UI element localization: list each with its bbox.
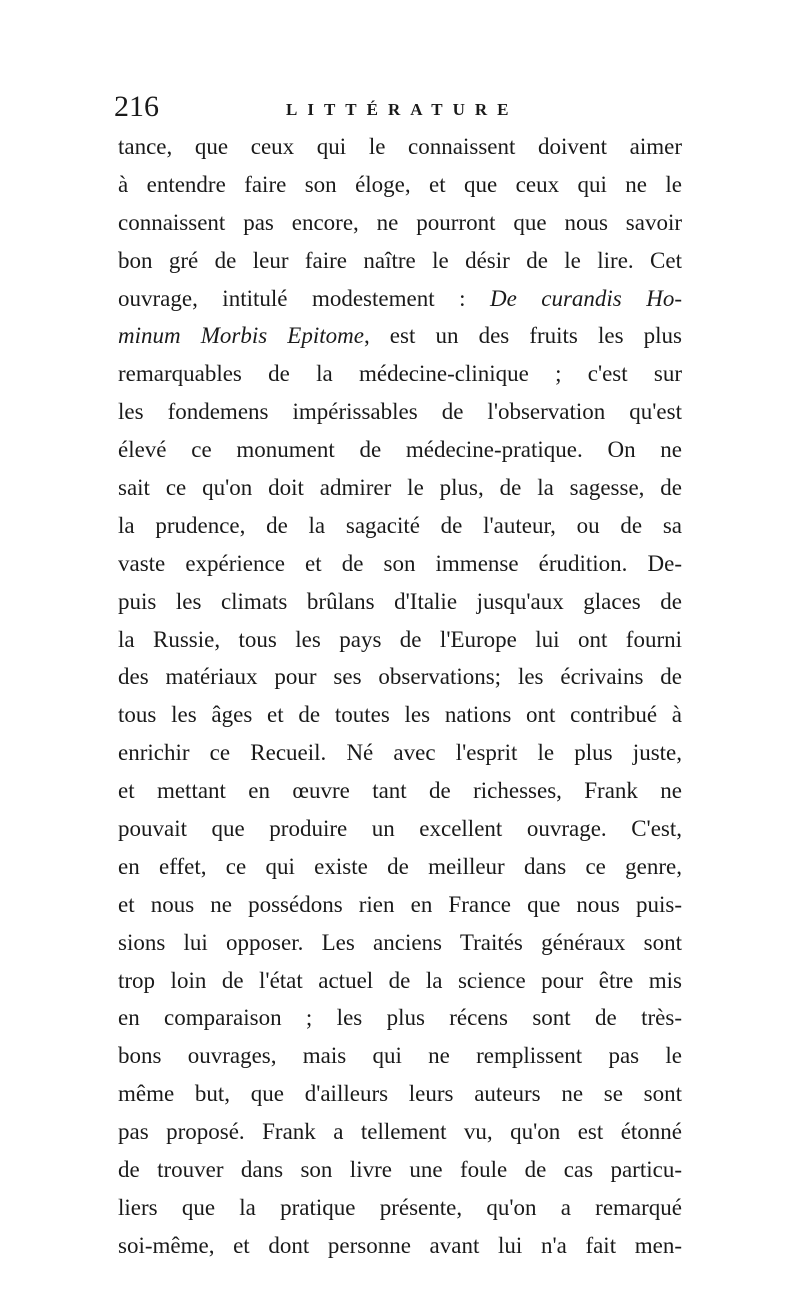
text-line bbox=[118, 1227, 682, 1265]
text-line bbox=[118, 204, 682, 242]
text-segment: enrichir ce Recueil. Né avec l'esprit le plus juste, bbox=[118, 740, 682, 766]
text-segment: les fondemens impérissables de l'observation qu'est bbox=[118, 399, 682, 425]
text-segment: ouvrage, intitulé modestement : bbox=[118, 285, 490, 311]
text-segment: pouvait que produire un excellent ouvrage. C'est, bbox=[118, 816, 682, 842]
text-segment: même but, que d'ailleurs leurs auteurs ne se sont bbox=[118, 1081, 682, 1107]
text-segment: la Russie, tous les pays de l'Europe lui ont fourni bbox=[118, 626, 682, 652]
text-line bbox=[118, 621, 682, 659]
text-segment: la prudence, de la sagacité de l'auteur, ou de sa bbox=[118, 512, 682, 538]
text-line bbox=[118, 507, 682, 545]
text-segment: sions lui opposer. Les anciens Traités généraux sont bbox=[118, 929, 682, 955]
text-line bbox=[118, 166, 682, 204]
text-segment: vaste expérience et de son immense érudition. De- bbox=[118, 550, 682, 576]
text-segment: élevé ce monument de médecine-pratique. On ne bbox=[118, 437, 682, 463]
text-segment: et mettant en œuvre tant de richesses, Frank ne bbox=[118, 778, 682, 804]
text-segment: connaissent pas encore, ne pourront que nous savoir bbox=[118, 209, 682, 235]
text-segment: pas proposé. Frank a tellement vu, qu'on est étonné bbox=[118, 1119, 682, 1145]
text-line bbox=[118, 886, 682, 924]
text-segment: soi-même, et dont personne avant lui n'a fait men- bbox=[118, 1232, 682, 1258]
text-line bbox=[118, 924, 682, 962]
text-line bbox=[118, 658, 682, 696]
page-header bbox=[114, 92, 694, 122]
text-line bbox=[118, 128, 682, 166]
text-line bbox=[118, 962, 682, 1000]
text-line bbox=[118, 696, 682, 734]
text-line bbox=[118, 1189, 682, 1227]
text-segment: tance, que ceux qui le connaissent doivent aimer bbox=[118, 134, 682, 159]
text-segment: tous les âges et de toutes les nations ont contribué à bbox=[118, 702, 682, 728]
text-segment: de trouver dans son livre une foule de cas particu- bbox=[118, 1157, 682, 1183]
text-segment: sait ce qu'on doit admirer le plus, de la sagesse, de bbox=[118, 475, 682, 501]
text-line bbox=[118, 1075, 682, 1113]
text-line bbox=[118, 545, 682, 583]
text-segment: en comparaison ; les plus récens sont de très- bbox=[118, 1005, 682, 1031]
text-line bbox=[118, 810, 682, 848]
text-segment: en effet, ce qui existe de meilleur dans ce genre, bbox=[118, 853, 682, 879]
text-segment: , est un des fruits les plus bbox=[363, 323, 682, 349]
italic-text-segment: minum Morbis Epitome bbox=[118, 323, 364, 349]
text-line bbox=[118, 734, 682, 772]
text-line bbox=[118, 469, 682, 507]
text-line bbox=[118, 1151, 682, 1189]
text-segment: des matériaux pour ses observations; les écrivains de bbox=[118, 664, 682, 690]
italic-text-segment: De curandis Ho- bbox=[489, 285, 683, 311]
text-line bbox=[118, 431, 682, 469]
text-segment: liers que la pratique présente, qu'on a remarqué bbox=[118, 1194, 682, 1220]
text-line bbox=[118, 583, 682, 621]
text-segment: remarquables de la médecine-clinique ; c'est sur bbox=[118, 361, 682, 387]
text-segment: puis les climats brûlans d'Italie jusqu'aux glaces de bbox=[118, 588, 682, 614]
running-title: LITTÉRATURE bbox=[286, 100, 519, 119]
text-line bbox=[118, 242, 682, 280]
text-line bbox=[118, 848, 682, 886]
text-line bbox=[118, 999, 682, 1037]
text-segment: bons ouvrages, mais qui ne remplissent pas le bbox=[118, 1043, 682, 1069]
body-text bbox=[118, 128, 682, 1265]
text-segment: bon gré de leur faire naître le désir de le lire. Cet bbox=[118, 247, 682, 273]
page-number: 216 bbox=[114, 90, 159, 123]
text-line bbox=[118, 280, 682, 318]
text-line bbox=[118, 355, 682, 393]
text-segment: et nous ne possédons rien en France que nous puis- bbox=[118, 891, 682, 917]
text-line bbox=[118, 317, 682, 355]
text-line bbox=[118, 1113, 682, 1151]
text-segment: à entendre faire son éloge, et que ceux qui ne le bbox=[118, 171, 682, 197]
text-line bbox=[118, 393, 682, 431]
text-segment: trop loin de l'état actuel de la science pour être mis bbox=[118, 967, 682, 993]
text-line bbox=[118, 1037, 682, 1075]
text-line bbox=[118, 772, 682, 810]
